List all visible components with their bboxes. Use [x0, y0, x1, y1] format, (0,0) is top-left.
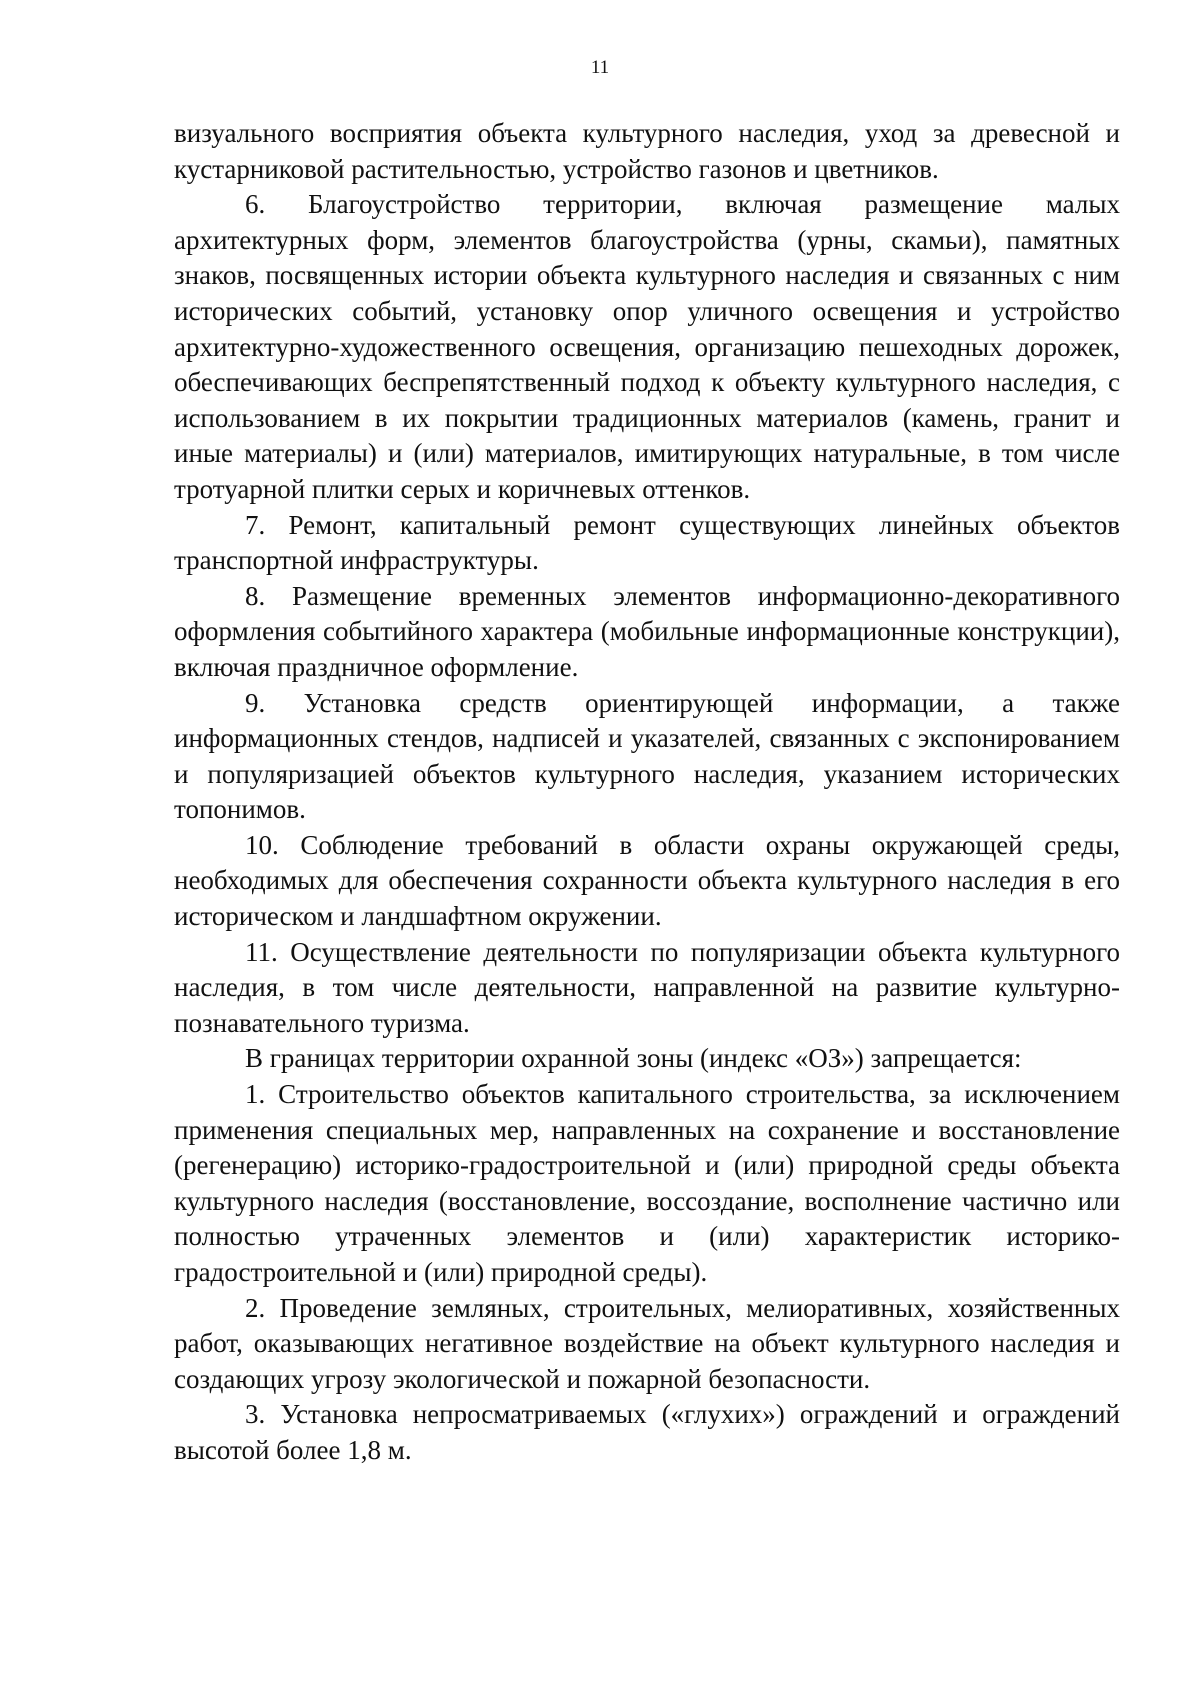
paragraph-item-9: 9. Установка средств ориентирующей информации, а также информационных стендов, надписей и указателей, связанных с экспонированием и популяризацией объектов культурного наследия, указанием исторических топонимов. [174, 687, 1120, 825]
paragraph-continuation: визуального восприятия объекта культурного наследия, уход за древесной и кустарниковой растительностью, устройство газонов и цветников. [174, 118, 1120, 184]
paragraph-prohibition-2: 2. Проведение земляных, строительных, мелиоративных, хозяйственных работ, оказывающих негативное воздействие на объект культурного наследия и создающих угрозу экологической и пожарной безопасности. [174, 1292, 1120, 1394]
paragraph-item-10: 10. Соблюдение требований в области охраны окружающей среды, необходимых для обеспечения сохранности объекта культурного наследия в его историческом и ландшафтном окружении. [174, 829, 1120, 932]
paragraph-prohibition-3: 3. Установка непросматриваемых («глухих») ограждений и ограждений высотой более 1,8 м. [174, 1399, 1120, 1465]
paragraph-item-8: 8. Размещение временных элементов информационно-декоративного оформления событийного характера (мобильные информационные конструкции), включая праздничное оформление. [174, 580, 1120, 682]
page-number: 11 [590, 57, 610, 78]
paragraph-item-7: 7. Ремонт, капитальный ремонт существующих линейных объектов транспортной инфраструктуры. [174, 509, 1120, 576]
paragraph-prohibitions-heading: В границах территории охранной зоны (индекс «ОЗ») запрещается: [245, 1043, 1022, 1074]
paragraph-prohibition-1: 1. Строительство объектов капитального строительства, за исключением применения специальных мер, направленных на сохранение и восстановление (регенерацию) историко-градостроительной и (или) природной среды объекта культурного наследия (восстановление, воссоздание, восполнение частично или полностью утраченных элементов и (или) характеристик историко-градостроительной и (или) природной среды). [174, 1079, 1120, 1287]
paragraph-item-11: 11. Осуществление деятельности по популяризации объекта культурного наследия, в том числе деятельности, направленной на развитие культурно-познавательного туризма. [174, 936, 1120, 1038]
paragraph-item-6: 6. Благоустройство территории, включая размещение малых архитектурных форм, элементов благоустройства (урны, скамьи), памятных знаков, посвященных истории объекта культурного наследия и связанных с ним исторических событий, установку опор уличного освещения и устройство архитектурно-художественного освещения, организацию пешеходных дорожек, обеспечивающих беспрепятственный подход к объекту культурного наследия, с использованием в их покрытии традиционных материалов (камень, гранит и иные материалы) и (или) материалов, имитирующих натуральные, в том числе тротуарной плитки серых и коричневых оттенков. [174, 189, 1120, 504]
document-body [174, 116, 1120, 1469]
